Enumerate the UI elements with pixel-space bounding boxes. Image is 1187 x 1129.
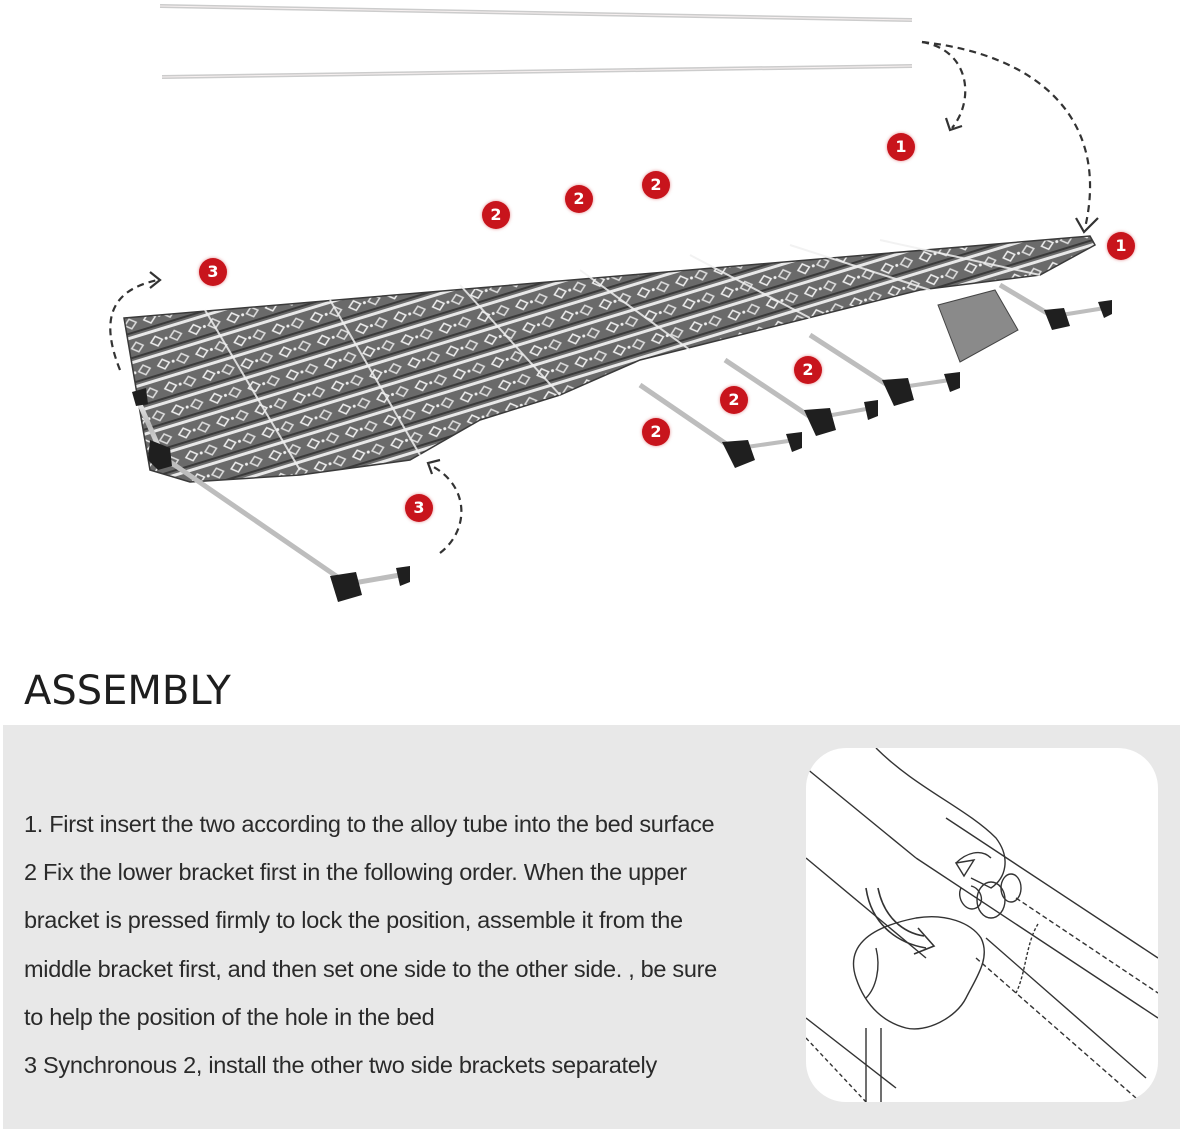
instruction-line: 2 Fix the lower bracket first in the following order. When the upper	[24, 859, 687, 886]
step-badge-2: 2	[482, 201, 510, 229]
instruction-list	[24, 800, 794, 1089]
instruction-line: 3 Synchronous 2, install the other two side brackets separately	[24, 1052, 657, 1079]
instruction-line: middle bracket first, and then set one side to the other side. , be sure	[24, 955, 717, 982]
step-badge-2: 2	[720, 386, 748, 414]
instruction-line: 1. First insert the two according to the alloy tube into the bed surface	[24, 811, 715, 837]
bed-surface	[124, 236, 1095, 482]
middle-bracket-3	[810, 335, 960, 406]
alloy-tube-top	[160, 6, 912, 20]
section-title: ASSEMBLY	[24, 668, 231, 714]
step-badge-2: 2	[642, 418, 670, 446]
mesh-pocket	[938, 290, 1018, 362]
side-bracket-right	[1000, 285, 1112, 330]
instruction-line: bracket is pressed firmly to lock the position, assemble it from the	[24, 907, 683, 934]
alloy-tube-bottom	[162, 66, 912, 77]
step-badge-2: 2	[642, 171, 670, 199]
step-badge-2: 2	[794, 356, 822, 384]
step-badge-1: 1	[1107, 232, 1135, 260]
hands-locking-bracket-drawing	[806, 748, 1158, 1102]
bracket-lock-illustration	[806, 748, 1158, 1102]
step-badge-3: 3	[405, 494, 433, 522]
instruction-line: to help the position of the hole in the bed	[24, 1003, 435, 1030]
step-badge-1: 1	[887, 133, 915, 161]
step-badge-3: 3	[199, 258, 227, 286]
step-badge-2: 2	[565, 185, 593, 213]
